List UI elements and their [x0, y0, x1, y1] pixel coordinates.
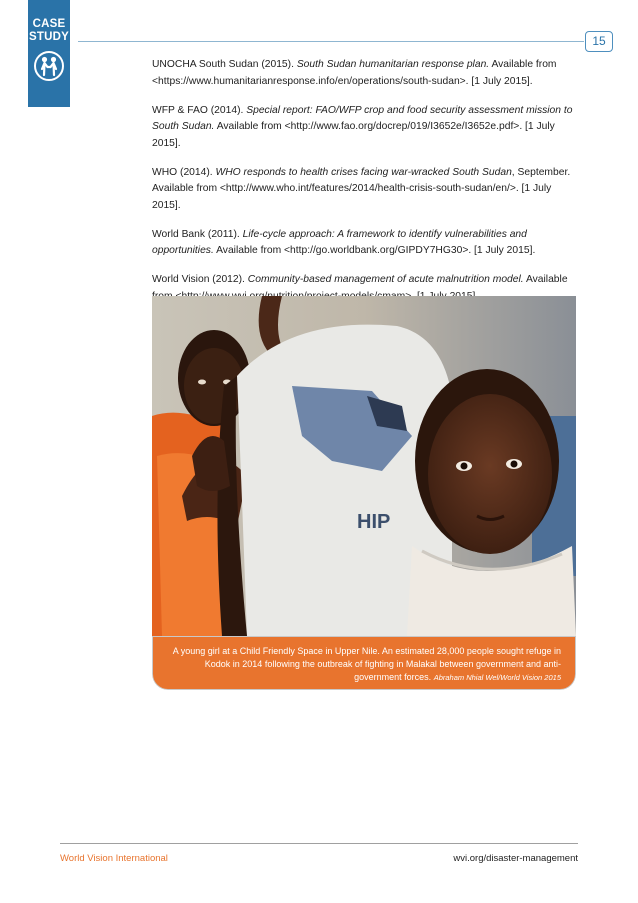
photo-caption [152, 636, 576, 690]
reference-source: Available from <https://www.humanitarianresponse.info/en/operations/south-sudan>. [1 July 2015]. [152, 59, 557, 87]
badge-line-1: CASE [32, 18, 66, 30]
shirt-print-text: HIP [357, 511, 391, 533]
reference-source: Available from <http://go.worldbank.org/GIPDY7HG30>. [1 July 2015]. [213, 245, 536, 257]
children-photo [152, 296, 576, 636]
case-study-badge [28, 0, 70, 107]
photo-credit: Abraham Nhial Wel/World Vision 2015 [433, 673, 561, 682]
header-divider [78, 41, 584, 42]
caption-text: A young girl at a Child Friendly Space in Upper Nile. An estimated 28,000 people sought refuge in Kodok in 2014 following the outbreak of fighting in Malakal between government and anti-government forces. [172, 646, 561, 682]
reference-item [152, 103, 582, 153]
reference-title: Life-cycle approach: A framework to identify vulnerabilities and opportunities. [152, 228, 527, 257]
reference-authors: World Vision (2012). [152, 274, 248, 286]
reference-title: Special report: FAO/WFP crop and food security assessment mission to South Sudan. [152, 104, 573, 133]
reference-source: Available [525, 274, 568, 286]
reference-authors: World Bank (2011). [152, 228, 243, 240]
footer-url[interactable]: wvi.org/disaster-management [453, 853, 578, 864]
reference-authors: UNOCHA South Sudan (2015). [152, 59, 297, 70]
reference-item [152, 165, 582, 215]
reference-authors: WHO (2014). [152, 166, 216, 178]
badge-line-2: STUDY [29, 31, 69, 43]
reference-source: , September. Available from <http://www.who.int/features/2014/health-crisis-south-sudan/en/>. [1 July 2015]. [152, 166, 571, 211]
reference-title: South Sudan humanitarian response plan. [296, 59, 490, 70]
footer-organization: World Vision International [60, 853, 168, 864]
page-number: 15 [585, 31, 613, 52]
reference-title: Community-based management of acute malnutrition model. [247, 274, 524, 286]
photo-figure [152, 296, 576, 690]
reference-item [152, 57, 582, 90]
reference-authors: WFP & FAO (2014). [152, 104, 247, 116]
reference-source: Available from <http://www.fao.org/docrep/019/I3652e/I3652e.pdf>. [1 July 2015]. [152, 121, 555, 149]
reference-item [152, 227, 582, 260]
reference-title: WHO responds to health crises facing war-wracked South Sudan [215, 166, 512, 178]
footer-divider [60, 843, 578, 844]
references-list [152, 57, 582, 318]
children-logo-icon [33, 50, 65, 82]
